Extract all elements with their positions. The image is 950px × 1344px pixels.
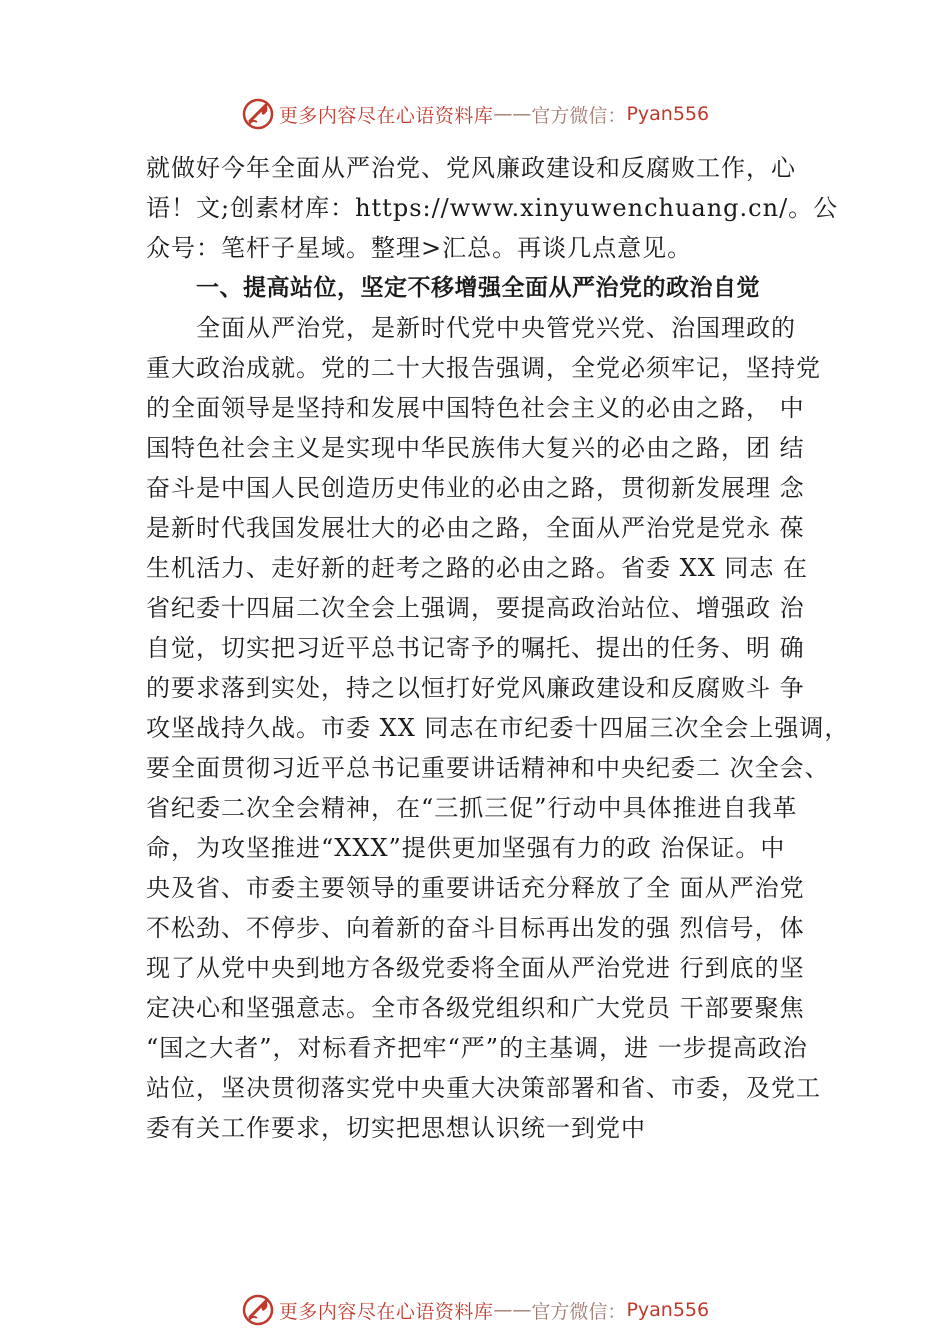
banner-wechat-label: 官方微信： [531,1300,627,1323]
body-line: 站位，坚决贯彻落实党中央重大决策部署和省、市委，及党工 [146,1074,821,1102]
banner-wechat-id: Pyan556 [626,103,710,125]
body-line: 众号：笔杆子星域。整理>汇总。再谈几点意见。 [146,234,693,262]
body-line: 的要求落到实处，持之以恒打好党风廉政建设和反腐败斗 争 [146,674,805,702]
banner-dash: —— [493,103,532,125]
quill-seal-logo-icon [241,97,275,131]
body-line: 奋斗是中国人民创造历史伟业的必由之路，贯彻新发展理 念 [146,474,805,502]
document-body [146,148,850,1148]
body-line: 自觉，切实把习近平总书记寄予的嘱托、提出的任务、明 确 [146,634,805,662]
banner-text: 更多内容尽在心语资料库 [278,1300,494,1323]
header-banner [0,94,950,134]
quill-seal-logo-icon [241,1293,275,1327]
body-line: 的全面领导是坚持和发展中国特色社会主义的必由之路， 中 [146,394,805,422]
banner-wechat-label: 官方微信： [531,104,627,127]
body-line: 攻坚战持久战。市委 XX 同志在市纪委十四届三次全会上强调， [146,714,850,742]
banner-text: 更多内容尽在心语资料库 [278,104,494,127]
body-line: 省纪委十四届二次全会上强调，要提高政治站位、增强政 治 [146,594,805,622]
body-line: “国之大者”，对标看齐把牢“严”的主基调，进 一步提高政治 [146,1034,808,1062]
body-line: 要全面贯彻习近平总书记重要讲话精神和中央纪委二 次全会、 [146,754,830,782]
footer-banner [0,1290,950,1330]
body-line: 全面从严治党，是新时代党中央管党兴党、治国理政的 [196,314,796,342]
body-line: 国特色社会主义是实现中华民族伟大复兴的必由之路，团 结 [146,434,805,462]
banner-dash: —— [493,1299,532,1321]
body-line: 央及省、市委主要领导的重要讲话充分释放了全 面从严治党 [146,874,805,902]
body-line: 省纪委二次全会精神，在“三抓三促”行动中具体推进自我革 [146,794,798,822]
body-line: 不松劲、不停步、向着新的奋斗目标再出发的强 烈信号，体 [146,914,805,942]
body-line: 委有关工作要求，切实把思想认识统一到党中 [146,1114,646,1142]
body-line: 语！文;创素材库：https://www.xinyuwenchuang.cn/。公 [146,194,839,222]
body-line: 就做好今年全面从严治党、党风廉政建设和反腐败工作，心 [146,154,796,182]
body-line: 现了从党中央到地方各级党委将全面从严治党进 行到底的坚 [146,954,805,982]
body-line: 定决心和坚强意志。全市各级党组织和广大党员 干部要聚焦 [146,994,805,1022]
body-line: 是新时代我国发展壮大的必由之路，全面从严治党是党永 葆 [146,514,805,542]
body-line: 重大政治成就。党的二十大报告强调，全党必须牢记，坚持党 [146,354,821,382]
body-line: 命，为攻坚推进“XXX”提供更加坚强有力的政 治保证。中 [146,834,786,862]
section-heading: 一、提高站位，坚定不移增强全面从严治党的政治自觉 [196,275,760,301]
banner-wechat-id: Pyan556 [626,1299,710,1321]
body-line: 生机活力、走好新的赶考之路的必由之路。省委 XX 同志 在 [146,554,809,582]
